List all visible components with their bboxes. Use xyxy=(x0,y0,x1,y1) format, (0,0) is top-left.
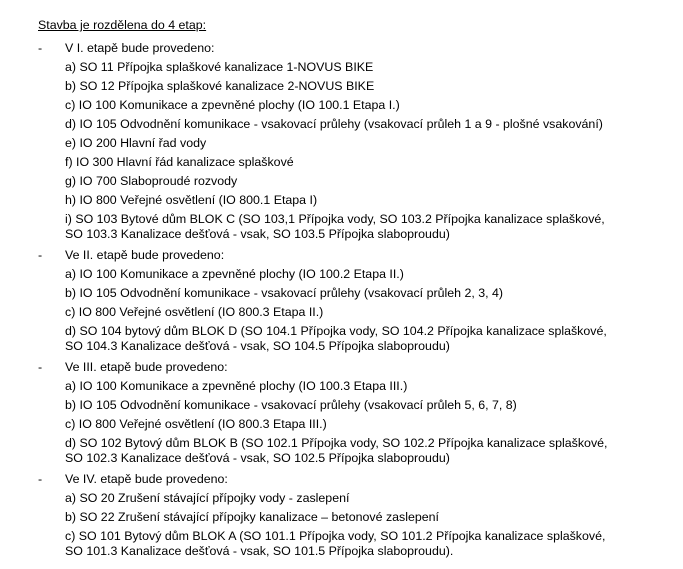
stage-bullet: - xyxy=(38,360,43,374)
stage-label: V I. etapě bude provedeno: xyxy=(65,41,215,55)
list-item: c) SO 101 Bytový dům BLOK A (SO 101.1 Přípojka vody, SO 101.2 Přípojka kanalizace splaškové, xyxy=(65,529,606,543)
list-item-continuation: SO 101.3 Kanalizace dešťová - vsak, SO 101.5 Přípojka slaboproudu). xyxy=(65,544,454,558)
list-item: b) IO 105 Odvodnění komunikace - vsakovací průlehy (vsakovací průleh 5, 6, 7, 8) xyxy=(65,398,517,412)
list-item: c) IO 800 Veřejné osvětlení (IO 800.3 Etapa III.) xyxy=(65,417,327,431)
list-item: b) IO 105 Odvodnění komunikace - vsakovací průlehy (vsakovací průleh 2, 3, 4) xyxy=(65,286,504,300)
list-item: b) SO 22 Zrušení stávající přípojky kanalizace – betonové zaslepení xyxy=(65,510,439,524)
list-item: f) IO 300 Hlavní řád kanalizace splaškové xyxy=(65,155,294,169)
list-item: d) IO 105 Odvodnění komunikace - vsakovací průlehy (vsakovací průleh 1 a 9 - plošné vsakování) xyxy=(65,117,603,131)
list-item-continuation: SO 104.3 Kanalizace dešťová - vsak, SO 104.5 Přípojka slaboproudu) xyxy=(65,339,450,353)
list-item: d) SO 102 Bytový dům BLOK B (SO 102.1 Přípojka vody, SO 102.2 Přípojka kanalizace splaškové, xyxy=(65,436,608,450)
list-item: a) IO 100 Komunikace a zpevněné plochy (IO 100.3 Etapa III.) xyxy=(65,379,408,393)
list-item: g) IO 700 Slaboproudé rozvody xyxy=(65,174,238,188)
list-item: a) SO 20 Zrušení stávající přípojky vody - zaslepení xyxy=(65,491,350,505)
stage-bullet: - xyxy=(38,41,43,55)
list-item: c) IO 100 Komunikace a zpevněné plochy (IO 100.1 Etapa I.) xyxy=(65,98,400,112)
stage-label: Ve IV. etapě bude provedeno: xyxy=(65,472,228,486)
list-item: h) IO 800 Veřejné osvětlení (IO 800.1 Etapa I) xyxy=(65,193,318,207)
list-item-continuation: SO 102.3 Kanalizace dešťová - vsak, SO 102.5 Přípojka slaboproudu) xyxy=(65,451,450,465)
document-heading: Stavba je rozdělena do 4 etap: xyxy=(38,18,207,32)
stage-bullet: - xyxy=(38,472,43,486)
list-item: a) SO 11 Přípojka splaškové kanalizace 1-NOVUS BIKE xyxy=(65,60,374,74)
list-item: b) SO 12 Přípojka splaškové kanalizace 2-NOVUS BIKE xyxy=(65,79,375,93)
stage-bullet: - xyxy=(38,248,43,262)
list-item: c) IO 800 Veřejné osvětlení (IO 800.3 Etapa II.) xyxy=(65,305,324,319)
list-item: i) SO 103 Bytové dům BLOK C (SO 103,1 Přípojka vody, SO 103.2 Přípojka kanalizace splaškové, xyxy=(65,212,605,226)
stage-label: Ve II. etapě bude provedeno: xyxy=(65,248,225,262)
list-item: a) IO 100 Komunikace a zpevněné plochy (IO 100.2 Etapa II.) xyxy=(65,267,404,281)
list-item: d) SO 104 bytový dům BLOK D (SO 104.1 Přípojka vody, SO 104.2 Přípojka kanalizace splaškové, xyxy=(65,324,607,338)
list-item: e) IO 200 Hlavní řad vody xyxy=(65,136,207,150)
stage-label: Ve III. etapě bude provedeno: xyxy=(65,360,228,374)
list-item-continuation: SO 103.3 Kanalizace dešťová - vsak, SO 103.5 Přípojka slaboproudu) xyxy=(65,227,450,241)
